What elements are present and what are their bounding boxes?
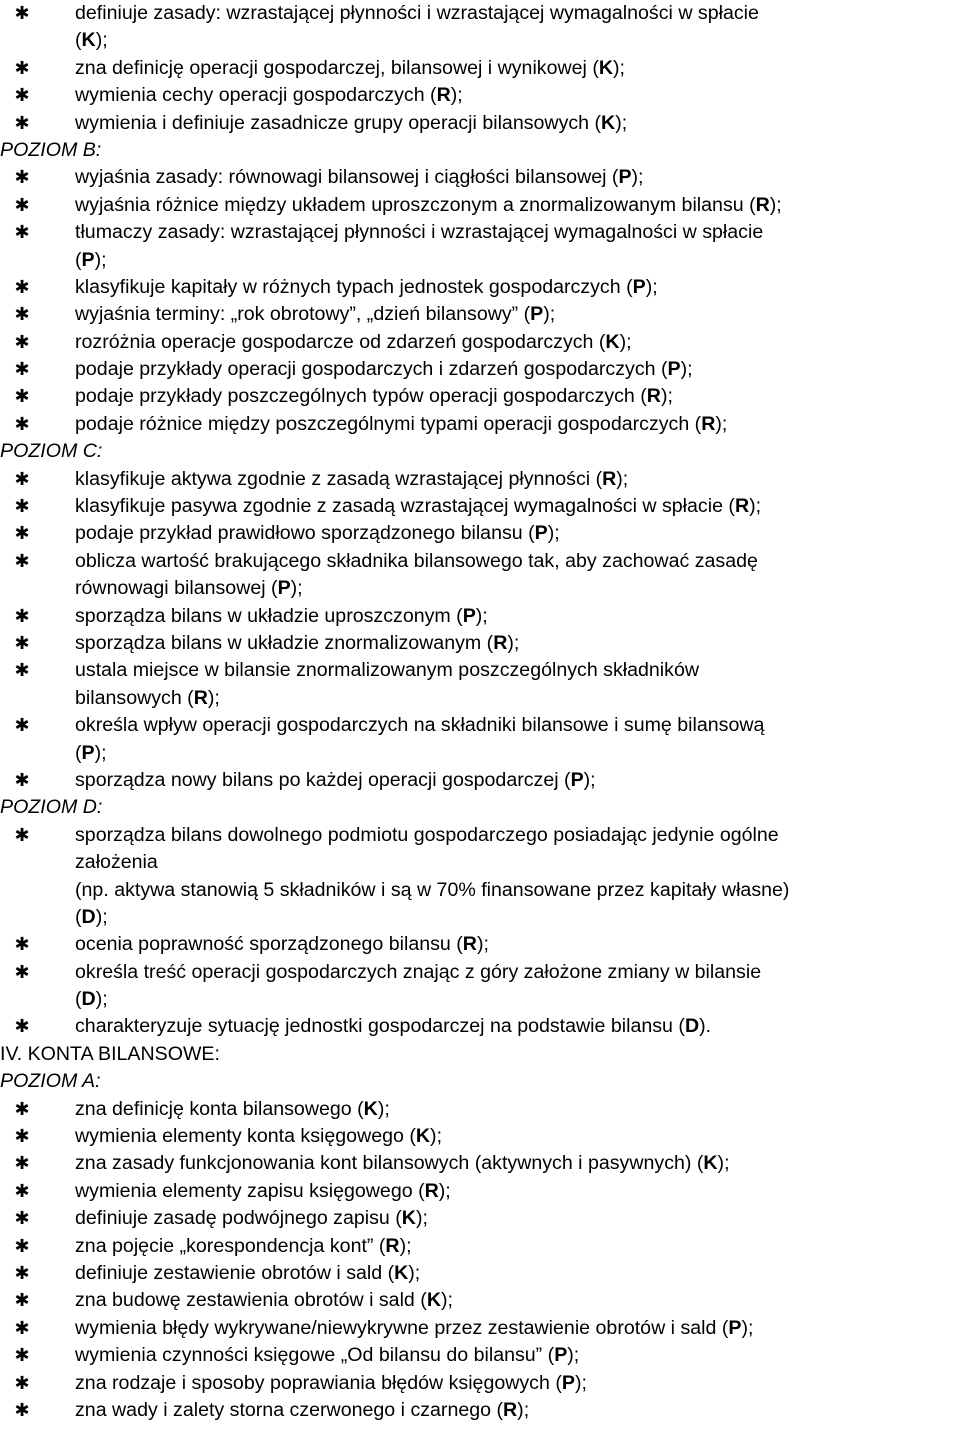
- line-text: klasyfikuje kapitały w różnych typach jednostek gospodarczych (: [75, 275, 633, 298]
- level-heading: [0, 137, 960, 164]
- level-code: K: [394, 1261, 409, 1284]
- list-item: [0, 548, 960, 575]
- line-text: określa treść operacji gospodarczych znając z góry założone zmiany w bilansie: [75, 960, 762, 983]
- line-suffix: ).: [699, 1015, 712, 1038]
- bullet-star-icon: ✱: [14, 605, 30, 626]
- bullet-star-icon: ✱: [14, 715, 30, 736]
- list-item: [0, 164, 960, 191]
- line-suffix: );: [95, 29, 108, 52]
- level-code: R: [193, 686, 208, 709]
- line-suffix: );: [660, 385, 673, 408]
- level-code: K: [363, 1097, 378, 1120]
- line-suffix: );: [476, 933, 489, 956]
- line-text: wymienia elementy konta księgowego (: [75, 1125, 416, 1148]
- level-code: R: [646, 385, 661, 408]
- list-item: [0, 767, 960, 794]
- bullet-star-icon: ✱: [14, 57, 30, 78]
- line-suffix: );: [574, 1371, 587, 1394]
- line-text: ustala miejsce w bilansie znormalizowanym poszczególnych składników: [75, 659, 700, 682]
- level-code: R: [701, 412, 716, 435]
- line-suffix: );: [717, 1152, 730, 1175]
- bullet-star-icon: ✱: [14, 1016, 30, 1037]
- line-text: zna pojęcie „korespondencja kont” (: [75, 1234, 386, 1257]
- bullet-star-icon: ✱: [14, 3, 30, 23]
- bullet-star-icon: ✱: [14, 194, 30, 215]
- list-item: [0, 657, 960, 684]
- level-code: K: [81, 29, 96, 52]
- line-text: tłumaczy zasady: wzrastającej płynności i wzrastającej wymagalności w spłacie: [75, 221, 764, 244]
- level-code: P: [530, 303, 544, 326]
- line-text: wymienia cechy operacji gospodarczych (: [75, 84, 437, 107]
- line-text: wymienia błędy wykrywane/niewykrywne przez zestawienie obrotów i sald (: [75, 1316, 729, 1339]
- list-item-continuation: [0, 740, 960, 767]
- list-item: [0, 274, 960, 301]
- line-suffix: );: [583, 768, 596, 791]
- line-text: rozróżnia operacje gospodarcze od zdarzeń gospodarczych (: [75, 330, 606, 353]
- level-code: K: [426, 1289, 441, 1312]
- bullet-star-icon: ✱: [14, 1372, 30, 1393]
- line-text: zna definicję konta bilansowego (: [75, 1097, 364, 1120]
- level-code: K: [605, 330, 620, 353]
- bullet-star-icon: ✱: [14, 222, 30, 243]
- line-text: bilansowych (: [75, 686, 194, 709]
- line-suffix: );: [631, 166, 644, 189]
- level-code: R: [734, 495, 750, 518]
- line-text: wyjaśnia terminy: „rok obrotowy”, „dzień bilansowy” (: [75, 303, 531, 326]
- bullet-star-icon: ✱: [14, 660, 30, 681]
- line-text: klasyfikuje aktywa zgodnie z zasadą wzrastającej płynności (: [75, 467, 603, 490]
- list-item: [0, 0, 960, 27]
- list-item: [0, 959, 960, 986]
- level-heading: [0, 1068, 960, 1095]
- bullet-star-icon: ✱: [14, 167, 30, 188]
- level-code: R: [493, 631, 508, 654]
- bullet-star-icon: ✱: [14, 85, 30, 106]
- bullet-star-icon: ✱: [14, 1126, 30, 1147]
- level-code: D: [81, 988, 96, 1011]
- line-text: zna definicję operacji gospodarczej, bilansowej i wynikowej (: [75, 56, 599, 79]
- bullet-star-icon: ✱: [14, 413, 30, 434]
- list-item: [0, 1205, 960, 1232]
- list-item: [0, 822, 960, 849]
- line-text: zna budowę zestawienia obrotów i sald (: [75, 1289, 427, 1312]
- bullet-star-icon: ✱: [14, 304, 30, 325]
- line-suffix: );: [415, 1207, 428, 1230]
- line-suffix: );: [290, 577, 303, 600]
- line-suffix: );: [95, 988, 108, 1011]
- level-code: R: [424, 1179, 439, 1202]
- list-item: [0, 219, 960, 246]
- level-code: D: [684, 1015, 700, 1038]
- level-code: R: [503, 1398, 518, 1421]
- list-item: [0, 1150, 960, 1177]
- line-suffix: );: [438, 1179, 451, 1202]
- level-code: P: [81, 741, 95, 764]
- line-text: ocenia poprawność sporządzonego bilansu (: [75, 933, 463, 956]
- line-text: definiuje zasady: wzrastającej płynności i wzrastającej wymagalności w spłacie: [75, 2, 759, 24]
- level-code: P: [462, 604, 476, 627]
- list-item-continuation: [0, 27, 960, 54]
- list-item: [0, 931, 960, 958]
- line-suffix: );: [450, 84, 463, 107]
- line-text: sporządza bilans w układzie uproszczonym (: [75, 604, 463, 627]
- line-text: POZIOM C:: [0, 440, 103, 463]
- list-item: [0, 1123, 960, 1150]
- level-code: P: [534, 522, 548, 545]
- line-suffix: );: [715, 412, 728, 435]
- line-text: sporządza bilans w układzie znormalizowanym (: [75, 631, 494, 654]
- line-text: określa wpływ operacji gospodarczych na składniki bilansowe i sumę bilansową: [75, 714, 765, 737]
- level-heading: [0, 438, 960, 465]
- line-suffix: );: [207, 686, 220, 709]
- bullet-star-icon: ✱: [14, 769, 30, 790]
- line-text: zna rodzaje i sposoby poprawiania błędów księgowych (: [75, 1371, 562, 1394]
- list-item-continuation: [0, 904, 960, 931]
- list-item: [0, 1397, 960, 1424]
- line-text: zna wady i zalety storna czerwonego i czarnego (: [75, 1398, 504, 1421]
- list-item: [0, 1287, 960, 1314]
- line-text: wymienia i definiuje zasadnicze grupy operacji bilansowych (: [75, 111, 602, 134]
- line-text: POZIOM D:: [0, 796, 103, 819]
- line-text: charakteryzuje sytuację jednostki gospodarczej na podstawie bilansu (: [75, 1015, 685, 1038]
- level-code: R: [436, 84, 451, 107]
- list-item: [0, 1233, 960, 1260]
- line-text: klasyfikuje pasywa zgodnie z zasadą wzrastającej wymagalności w spłacie (: [75, 495, 735, 518]
- level-code: R: [385, 1234, 400, 1257]
- line-text: wymienia elementy zapisu księgowego (: [75, 1179, 425, 1202]
- level-code: K: [703, 1152, 718, 1175]
- level-code: P: [81, 248, 95, 271]
- line-text: wymienia czynności księgowe „Od bilansu do bilansu” (: [75, 1344, 555, 1367]
- line-text: zna zasady funkcjonowania kont bilansowych (aktywnych i pasywnych) (: [75, 1152, 704, 1175]
- line-suffix: );: [377, 1097, 390, 1120]
- line-suffix: );: [547, 522, 560, 545]
- list-item: [0, 1096, 960, 1123]
- line-text: (: [75, 29, 82, 52]
- bullet-star-icon: ✱: [14, 386, 30, 407]
- line-text: definiuje zasadę podwójnego zapisu (: [75, 1207, 402, 1230]
- line-suffix: );: [408, 1261, 421, 1284]
- bullet-star-icon: ✱: [14, 1317, 30, 1338]
- line-suffix: );: [769, 193, 782, 216]
- level-code: K: [601, 111, 616, 134]
- line-suffix: );: [616, 467, 629, 490]
- list-item: [0, 110, 960, 137]
- bullet-star-icon: ✱: [14, 1290, 30, 1311]
- line-suffix: );: [507, 631, 520, 654]
- line-suffix: );: [517, 1398, 530, 1421]
- list-item: [0, 1260, 960, 1287]
- line-suffix: );: [475, 604, 488, 627]
- line-text: wyjaśnia różnice między układem uproszczonym a znormalizowanym bilansu (: [75, 193, 756, 216]
- line-text: podaje przykład prawidłowo sporządzonego bilansu (: [75, 522, 535, 545]
- list-item: [0, 493, 960, 520]
- list-item: [0, 301, 960, 328]
- section-heading: [0, 1041, 960, 1068]
- line-text: podaje różnice między poszczególnymi typami operacji gospodarczych (: [75, 412, 702, 435]
- line-suffix: );: [619, 330, 632, 353]
- list-item: [0, 383, 960, 410]
- line-suffix: );: [680, 358, 693, 381]
- bullet-star-icon: ✱: [14, 276, 30, 297]
- list-item-continuation: [0, 877, 960, 904]
- bullet-star-icon: ✱: [14, 331, 30, 352]
- line-suffix: );: [613, 56, 625, 79]
- line-text: sporządza bilans dowolnego podmiotu gospodarczego posiadając jedynie ogólne: [75, 823, 779, 846]
- bullet-star-icon: ✱: [14, 468, 30, 489]
- list-item-continuation: [0, 575, 960, 602]
- level-code: P: [561, 1371, 575, 1394]
- list-item: [0, 192, 960, 219]
- level-code: K: [415, 1125, 431, 1148]
- line-suffix: );: [95, 905, 108, 928]
- list-item-continuation: [0, 986, 960, 1013]
- list-item: [0, 1178, 960, 1205]
- list-item: [0, 356, 960, 383]
- line-suffix: );: [567, 1344, 580, 1367]
- bullet-star-icon: ✱: [14, 1208, 30, 1229]
- bullet-star-icon: ✱: [14, 1180, 30, 1201]
- list-item: [0, 712, 960, 739]
- list-item-continuation: [0, 247, 960, 274]
- level-code: R: [602, 467, 617, 490]
- level-code: P: [554, 1344, 568, 1367]
- list-item: [0, 411, 960, 438]
- level-code: P: [618, 166, 632, 189]
- bullet-star-icon: ✱: [14, 550, 30, 571]
- line-text: wyjaśnia zasady: równowagi bilansowej i ciągłości bilansowej (: [75, 166, 619, 189]
- level-code: P: [277, 577, 291, 600]
- line-suffix: );: [430, 1125, 443, 1148]
- list-item: [0, 55, 960, 82]
- bullet-star-icon: ✱: [14, 112, 30, 133]
- line-text: POZIOM A:: [0, 1070, 101, 1093]
- bullet-star-icon: ✱: [14, 1399, 30, 1420]
- line-suffix: );: [94, 248, 107, 271]
- line-text: podaje przykłady poszczególnych typów operacji gospodarczych (: [75, 385, 647, 408]
- line-text: (: [75, 905, 82, 928]
- line-text: definiuje zestawienie obrotów i sald (: [75, 1261, 395, 1284]
- line-text: POZIOM B:: [0, 138, 102, 161]
- list-item: [0, 603, 960, 630]
- line-suffix: );: [440, 1289, 453, 1312]
- bullet-star-icon: ✱: [14, 1235, 30, 1256]
- level-code: D: [81, 905, 96, 928]
- bullet-star-icon: ✱: [14, 1098, 30, 1119]
- line-text: oblicza wartość brakującego składnika bilansowego tak, aby zachować zasadę: [75, 549, 758, 572]
- level-code: K: [598, 56, 614, 79]
- level-code: R: [755, 193, 770, 216]
- bullet-star-icon: ✱: [14, 934, 30, 955]
- line-suffix: );: [645, 275, 658, 298]
- line-text: (np. aktywa stanowią 5 składników i są w 70% finansowane przez kapitały własne): [75, 878, 790, 901]
- line-text: równowagi bilansowej (: [75, 577, 278, 600]
- bullet-star-icon: ✱: [14, 632, 30, 653]
- line-suffix: );: [615, 111, 628, 134]
- bullet-star-icon: ✱: [14, 359, 30, 380]
- bullet-star-icon: ✱: [14, 824, 30, 845]
- bullet-star-icon: ✱: [14, 523, 30, 544]
- line-text: (: [75, 741, 82, 764]
- list-item: [0, 1342, 960, 1369]
- list-item-continuation: [0, 849, 960, 876]
- list-item: [0, 520, 960, 547]
- list-item: [0, 466, 960, 493]
- line-text: sporządza nowy bilans po każdej operacji gospodarczej (: [75, 768, 571, 791]
- line-text: założenia: [75, 851, 158, 874]
- line-suffix: );: [749, 495, 762, 518]
- bullet-star-icon: ✱: [14, 496, 30, 517]
- list-item: [0, 630, 960, 657]
- level-heading: [0, 794, 960, 821]
- level-code: K: [401, 1207, 416, 1230]
- line-text: IV. KONTA BILANSOWE:: [0, 1042, 220, 1065]
- bullet-star-icon: ✱: [14, 961, 30, 982]
- list-item: [0, 1013, 960, 1040]
- line-text: (: [75, 248, 82, 271]
- list-item: [0, 1315, 960, 1342]
- line-text: (: [75, 988, 82, 1011]
- list-item: [0, 329, 960, 356]
- list-item: [0, 1370, 960, 1397]
- line-suffix: );: [741, 1316, 754, 1339]
- bullet-star-icon: ✱: [14, 1262, 30, 1283]
- line-suffix: );: [94, 741, 107, 764]
- level-code: R: [462, 933, 477, 956]
- line-suffix: );: [543, 303, 556, 326]
- list-item: [0, 82, 960, 109]
- line-text: podaje przykłady operacji gospodarczych i zdarzeń gospodarczych (: [75, 358, 668, 381]
- list-item-continuation: [0, 685, 960, 712]
- level-code: P: [667, 358, 681, 381]
- level-code: P: [570, 768, 584, 791]
- line-suffix: );: [399, 1234, 412, 1257]
- bullet-star-icon: ✱: [14, 1345, 30, 1366]
- level-code: P: [728, 1316, 742, 1339]
- level-code: P: [632, 275, 646, 298]
- bullet-star-icon: ✱: [14, 1153, 30, 1174]
